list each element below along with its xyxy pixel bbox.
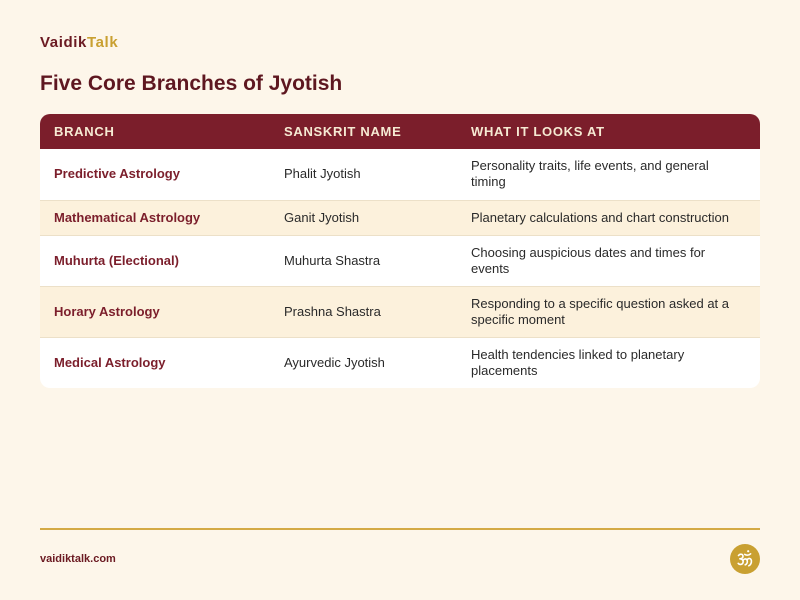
description-cell: Personality traits, life events, and general timing [471,158,709,190]
sanskrit-name-cell: Phalit Jyotish [284,166,361,182]
branch-cell: Medical Astrology [40,337,270,388]
description-cell: Health tendencies linked to planetary placements [457,337,760,388]
sanskrit-name-cell: Prashna Shastra [270,286,457,337]
column-header-branch: BRANCH [54,124,115,139]
description-cell: Responding to a specific question asked at a specific moment [457,286,760,337]
table-row [40,235,760,286]
om-icon [730,544,760,574]
description-cell: Choosing auspicious dates and times for events [457,235,760,286]
sanskrit-name-cell: Muhurta Shastra [270,235,457,286]
footer-url-link[interactable]: vaidiktalk.com [40,553,116,565]
brand-logo-part2: Talk [86,34,119,51]
page-title: Five Core Branches of Jyotish [40,72,343,95]
table-row [40,286,760,337]
column-header-what-it-looks-at: WHAT IT LOOKS AT [471,124,605,139]
brand-logo-part1: Vaidik [40,34,87,51]
branches-table [40,114,760,388]
sanskrit-name-cell: Ayurvedic Jyotish [270,337,457,388]
brand-logo[interactable] [40,34,118,51]
branch-cell: Predictive Astrology [54,166,180,182]
table-row [40,149,760,200]
branch-cell: Mathematical Astrology [40,200,270,235]
table-row [40,337,760,388]
sanskrit-name-cell: Ganit Jyotish [270,200,457,235]
table-header-row [40,114,760,149]
footer-divider [40,528,760,530]
branch-cell: Horary Astrology [40,286,270,337]
column-header-sanskrit-name: SANSKRIT NAME [284,124,402,139]
description-cell: Planetary calculations and chart construction [457,200,760,235]
table-row [40,200,760,235]
branch-cell: Muhurta (Electional) [40,235,270,286]
